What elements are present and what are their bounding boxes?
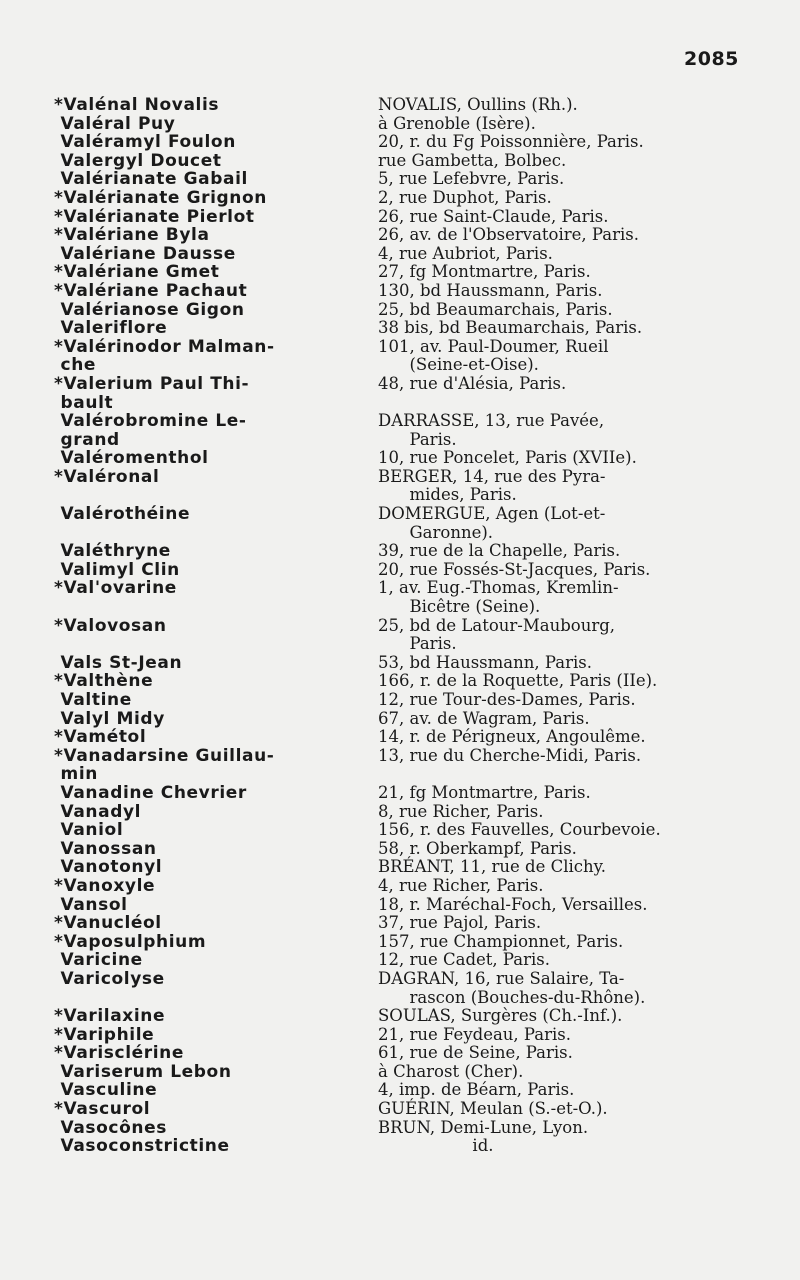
directory-entry <box>0 1026 800 1045</box>
directory-entry <box>0 1044 800 1063</box>
product-name: *Valéronal <box>54 466 160 487</box>
manufacturer-address: 12, rue Tour-des-Dames, Paris. <box>378 690 636 709</box>
directory-entry <box>0 858 800 877</box>
product-name: *Valériane Pachaut <box>54 280 248 301</box>
manufacturer-address: 48, rue d'Alésia, Paris. <box>378 373 567 393</box>
manufacturer-address: rue Gambetta, Bolbec. <box>378 150 567 170</box>
product-name: *Valerium Paul Thi- bault <box>54 373 250 413</box>
product-name: Valériane Dausse <box>54 243 236 264</box>
manufacturer-address: 58, r. Oberkampf, Paris. <box>378 838 577 858</box>
manufacturer-address: id. <box>378 1136 494 1156</box>
product-name: Valeriflore <box>54 318 168 339</box>
directory-entry <box>0 1081 800 1100</box>
manufacturer-address: 67, av. de Wagram, Paris. <box>378 708 590 728</box>
product-name: Valéral Puy <box>54 113 176 134</box>
directory-entry <box>0 96 800 115</box>
directory-entry <box>0 970 800 1007</box>
product-name: Varicolyse <box>54 968 165 989</box>
product-name: Vasocônes <box>54 1117 167 1138</box>
manufacturer-address: 18, r. Maréchal-Foch, Versailles. <box>378 894 648 914</box>
directory-entry <box>0 189 800 208</box>
product-name: Valtine <box>54 690 132 710</box>
directory-entry <box>0 561 800 580</box>
product-name: *Vanucléol <box>54 913 162 934</box>
manufacturer-address: 157, rue Championnet, Paris. <box>378 931 624 951</box>
directory-entry <box>0 1137 800 1156</box>
product-name: Variserum Lebon <box>54 1061 232 1082</box>
product-name: Valérianose Gigon <box>54 299 245 320</box>
product-name: *Varilaxine <box>54 1006 166 1027</box>
directory-entry <box>0 933 800 952</box>
directory-entry <box>0 710 800 729</box>
product-name: Vansol <box>54 894 128 915</box>
product-name: Vasculine <box>54 1080 158 1101</box>
product-name: Valergyl Doucet <box>54 150 222 171</box>
directory-entry <box>0 338 800 375</box>
product-name: *Valérianate Pierlot <box>54 206 255 227</box>
directory-entry <box>0 1119 800 1138</box>
product-name: Vanadine Chevrier <box>54 782 247 803</box>
page-number: 2085 <box>684 48 739 70</box>
directory-entries <box>0 96 800 1156</box>
directory-entry <box>0 1007 800 1026</box>
directory-entry <box>0 133 800 152</box>
product-name: Valyl Midy <box>54 708 165 729</box>
directory-entry <box>0 728 800 747</box>
product-name: *Vaposulphium <box>54 931 207 952</box>
manufacturer-address: 8, rue Richer, Paris. <box>378 801 544 821</box>
directory-entry <box>0 245 800 264</box>
manufacturer-address: à Charost (Cher). <box>378 1061 524 1081</box>
product-name: Vanadyl <box>54 801 142 822</box>
directory-entry <box>0 840 800 859</box>
directory-entry <box>0 784 800 803</box>
manufacturer-address: 4, imp. de Béarn, Paris. <box>378 1080 575 1100</box>
manufacturer-address: 1, av. Eug.-Thomas, Kremlin- Bicêtre (Seine). <box>378 578 619 617</box>
directory-entry <box>0 821 800 840</box>
manufacturer-address: BRÉANT, 11, rue de Clichy. <box>378 857 607 877</box>
product-name: *Vascurol <box>54 1099 151 1120</box>
manufacturer-address: 38 bis, bd Beaumarchais, Paris. <box>378 318 643 338</box>
directory-entry <box>0 449 800 468</box>
directory-entry <box>0 208 800 227</box>
product-name: Vals St-Jean <box>54 652 183 673</box>
manufacturer-address: 5, rue Lefebvre, Paris. <box>378 169 565 189</box>
manufacturer-address: 27, fg Montmartre, Paris. <box>378 262 591 282</box>
product-name: Valéthryne <box>54 541 171 562</box>
manufacturer-address: 39, rue de la Chapelle, Paris. <box>378 541 621 561</box>
manufacturer-address: 12, rue Cadet, Paris. <box>378 950 550 970</box>
directory-entry <box>0 803 800 822</box>
directory-entry <box>0 375 800 412</box>
manufacturer-address: 20, rue Fossés-St-Jacques, Paris. <box>378 559 651 579</box>
product-name: Valéromenthol <box>54 448 209 469</box>
directory-entry <box>0 877 800 896</box>
directory-entry <box>0 468 800 505</box>
directory-entry <box>0 896 800 915</box>
product-name: *Variphile <box>54 1024 155 1045</box>
directory-entry <box>0 263 800 282</box>
manufacturer-address: 156, r. des Fauvelles, Courbevoie. <box>378 820 661 840</box>
product-name: Valérianate Gabail <box>54 169 248 190</box>
manufacturer-address: 25, bd Beaumarchais, Paris. <box>378 299 613 319</box>
directory-entry <box>0 654 800 673</box>
manufacturer-address: 130, bd Haussmann, Paris. <box>378 280 603 300</box>
directory-entry <box>0 672 800 691</box>
directory-entry <box>0 505 800 542</box>
directory-entry <box>0 542 800 561</box>
directory-entry <box>0 226 800 245</box>
manufacturer-address: DOMERGUE, Agen (Lot-et- Garonne). <box>378 504 606 542</box>
directory-entry <box>0 170 800 189</box>
manufacturer-address: 13, rue du Cherche-Midi, Paris. <box>378 745 642 765</box>
manufacturer-address: 4, rue Richer, Paris. <box>378 875 544 895</box>
manufacturer-address: 14, r. de Périgneux, Angoulême. <box>378 727 646 747</box>
directory-entry <box>0 1100 800 1119</box>
manufacturer-address: à Grenoble (Isère). <box>378 113 536 133</box>
directory-entry <box>0 579 800 616</box>
manufacturer-address: 4, rue Aubriot, Paris. <box>378 243 553 263</box>
product-name: *Vamétol <box>54 727 147 748</box>
manufacturer-address: 61, rue de Seine, Paris. <box>378 1043 573 1063</box>
product-name: Vanotonyl <box>54 857 163 878</box>
product-name: *Valériane Gmet <box>54 262 220 283</box>
product-name: *Vanoxyle <box>54 875 156 896</box>
directory-entry <box>0 152 800 171</box>
product-name: Valimyl Clin <box>54 559 180 580</box>
manufacturer-address: 10, rue Poncelet, Paris (XVIIe). <box>378 448 637 468</box>
product-name: Valéramyl Foulon <box>54 132 236 153</box>
directory-entry <box>0 319 800 338</box>
manufacturer-address: 2, rue Duphot, Paris. <box>378 187 552 207</box>
directory-entry <box>0 282 800 301</box>
directory-entry <box>0 951 800 970</box>
product-name: Vaniol <box>54 820 124 841</box>
directory-entry <box>0 617 800 654</box>
directory-entry <box>0 747 800 784</box>
product-name: Valérobromine Le- grand <box>60 411 247 450</box>
manufacturer-address: 37, rue Pajol, Paris. <box>378 913 542 933</box>
product-name: Vasoconstrictine <box>54 1136 230 1157</box>
product-name: *Valérianate Grignon <box>54 187 267 208</box>
product-name: *Vanadarsine Guillau- min <box>54 745 275 785</box>
product-name: *Val'ovarine <box>54 578 177 599</box>
directory-entry <box>0 412 800 449</box>
manufacturer-address: 26, av. de l'Observatoire, Paris. <box>378 225 639 245</box>
product-name: Valérothéine <box>54 504 191 525</box>
manufacturer-address: 166, r. de la Roquette, Paris (IIe). <box>378 671 658 691</box>
directory-entry <box>0 115 800 134</box>
manufacturer-address: 21, fg Montmartre, Paris. <box>378 782 591 802</box>
manufacturer-address: 26, rue Saint-Claude, Paris. <box>378 206 609 226</box>
manufacturer-address: DARRASSE, 13, rue Pavée, Paris. <box>378 411 605 449</box>
manufacturer-address: SOULAS, Surgères (Ch.-Inf.). <box>378 1006 623 1026</box>
manufacturer-address: 53, bd Haussmann, Paris. <box>378 652 592 672</box>
manufacturer-address: GUÉRIN, Meulan (S.-et-O.). <box>378 1099 608 1119</box>
directory-entry <box>0 1063 800 1082</box>
product-name: *Valérinodor Malman- che <box>54 336 275 376</box>
manufacturer-address: 20, r. du Fg Poissonnière, Paris. <box>378 132 644 152</box>
product-name: Vanossan <box>54 838 157 859</box>
directory-entry <box>0 914 800 933</box>
manufacturer-address: 21, rue Feydeau, Paris. <box>378 1024 571 1044</box>
manufacturer-address: 101, av. Paul-Doumer, Rueil (Seine-et-Oise). <box>378 336 609 375</box>
manufacturer-address: NOVALIS, Oullins (Rh.). <box>378 95 578 114</box>
product-name: Varicine <box>54 950 143 971</box>
directory-entry <box>0 691 800 710</box>
product-name: *Valovosan <box>54 615 167 636</box>
product-name: *Valthène <box>54 671 154 692</box>
manufacturer-address: BRUN, Demi-Lune, Lyon. <box>378 1117 589 1137</box>
product-name: *Valériane Byla <box>54 225 210 246</box>
manufacturer-address: BERGER, 14, rue des Pyra- mides, Paris. <box>378 466 606 505</box>
product-name: *Varisclérine <box>54 1043 184 1064</box>
directory-entry <box>0 301 800 320</box>
manufacturer-address: DAGRAN, 16, rue Salaire, Ta- rascon (Bouches-du-Rhône). <box>378 968 646 1007</box>
manufacturer-address: 25, bd de Latour-Maubourg, Paris. <box>378 615 616 654</box>
product-name: *Valénal Novalis <box>54 95 220 115</box>
